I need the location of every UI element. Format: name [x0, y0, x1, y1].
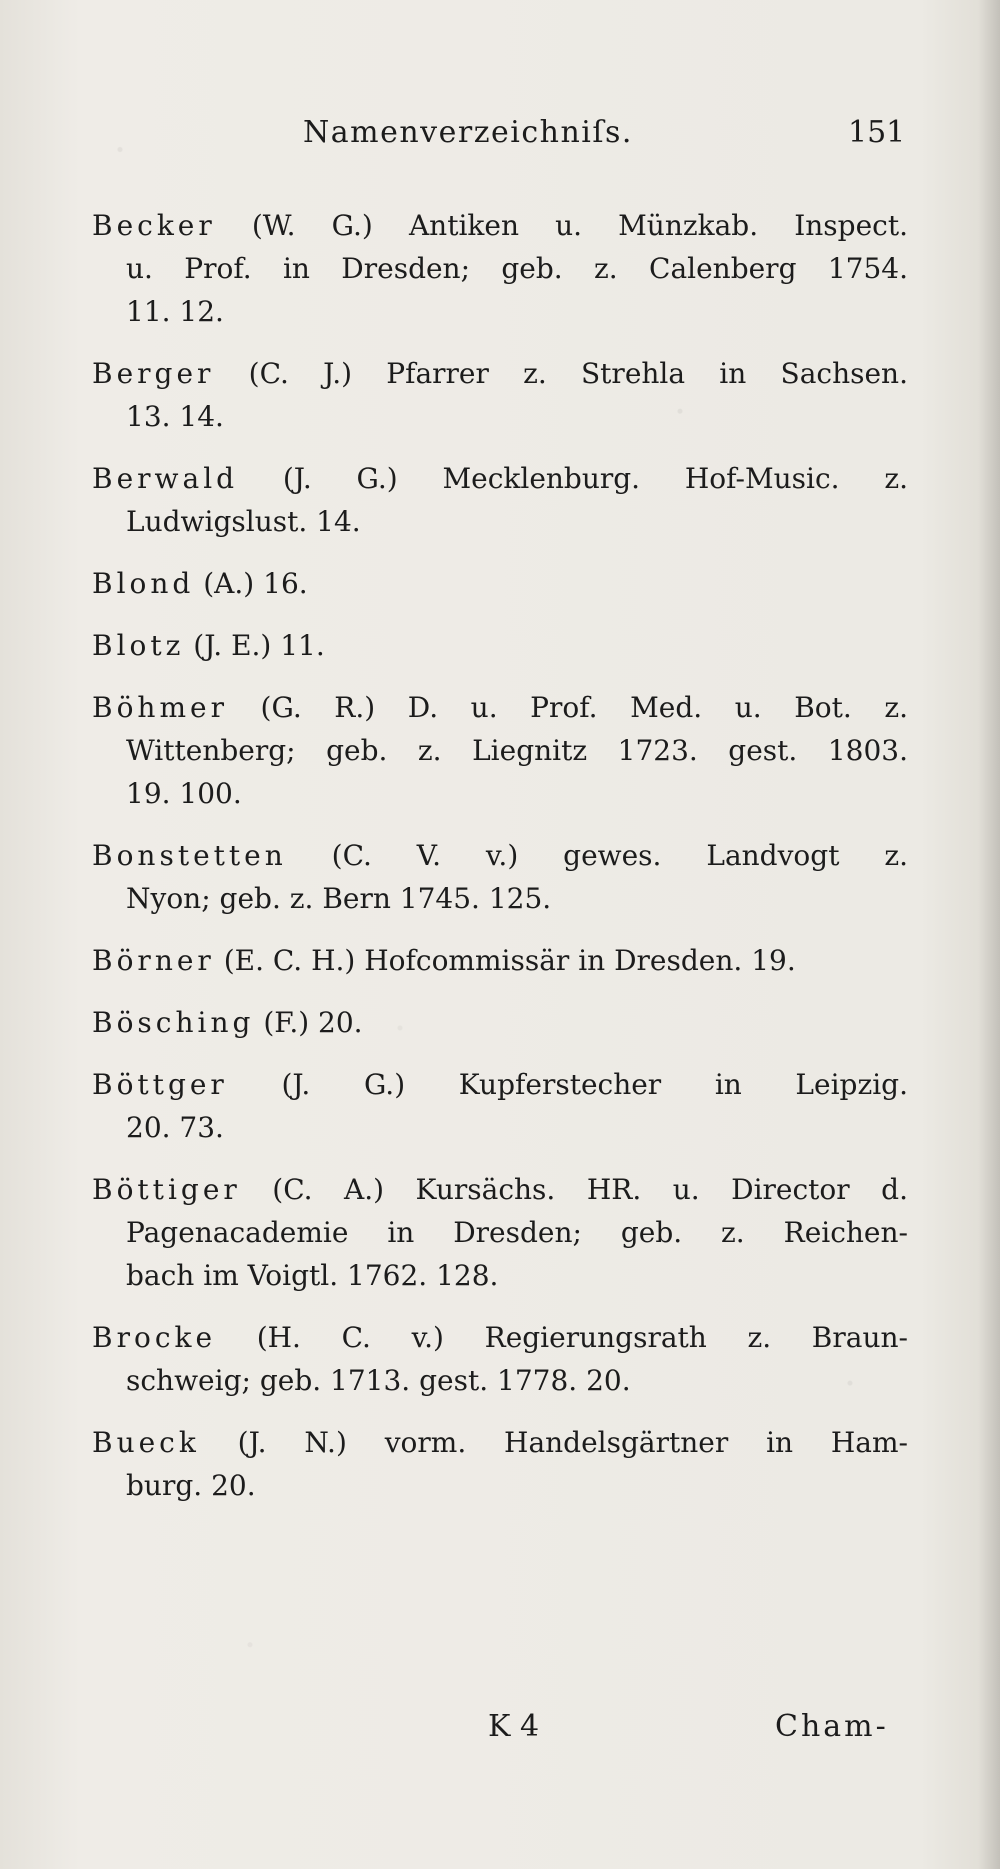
entry-surname: Brocke [92, 1321, 217, 1354]
entry-surname: Bonstetten [92, 839, 287, 872]
entry-text: (C. A.) Kursächs. HR. u. Director d. [240, 1173, 908, 1206]
entry-line: bach im Voigtl. 1762. 128. [126, 1259, 499, 1292]
entry-line: burg. 20. [126, 1469, 256, 1502]
index-entry-boesching [92, 1001, 908, 1044]
index-entry-boehmer [92, 686, 908, 815]
index-entry-bueck [92, 1421, 908, 1507]
entry-surname: Berger [92, 357, 215, 390]
entry-line: 20. 73. [126, 1111, 224, 1144]
entry-line [92, 1168, 908, 1211]
entry-line [92, 1316, 908, 1359]
entry-line [92, 457, 908, 500]
entry-line [92, 1421, 908, 1464]
signature-mark: K 4 [488, 1709, 540, 1744]
entry-line: schweig; geb. 1713. gest. 1778. 20. [126, 1364, 631, 1397]
entry-line [92, 1063, 908, 1106]
entry-surname: Börner [92, 944, 215, 977]
catchword: Cham- [775, 1709, 889, 1744]
index-entry-becker [92, 204, 908, 333]
index-entry-boerner [92, 939, 908, 982]
name-index [92, 204, 908, 1526]
entry-line [92, 624, 908, 667]
entry-line: 11. 12. [126, 295, 224, 328]
entry-line [92, 1001, 908, 1044]
entry-line: Ludwigslust. 14. [126, 505, 361, 538]
entry-text: (E. C. H.) Hofcommissär in Dresden. 19. [214, 944, 796, 977]
entry-line [92, 939, 908, 982]
entry-line: Nyon; geb. z. Bern 1745. 125. [126, 882, 552, 915]
index-entry-bonstetten [92, 834, 908, 920]
entry-text: (J. G.) Mecklenburg. Hof-Music. z. [238, 462, 908, 495]
entry-line [92, 834, 908, 877]
entry-text: (G. R.) D. u. Prof. Med. u. Bot. z. [227, 691, 908, 724]
entry-text: (J. G.) Kupferstecher in Leipzig. [227, 1068, 908, 1101]
entry-line [92, 686, 908, 729]
index-entry-brocke [92, 1316, 908, 1402]
entry-line: 19. 100. [126, 777, 242, 810]
entry-surname: Bösching [92, 1006, 255, 1039]
entry-text: (F.) 20. [254, 1006, 363, 1039]
entry-text: (C. J.) Pfarrer z. Strehla in Sachsen. [214, 357, 908, 390]
entry-surname: Berwald [92, 462, 239, 495]
entry-line: Pagenacademie in Dresden; geb. z. Reichen- [126, 1216, 908, 1249]
entry-line: u. Prof. in Dresden; geb. z. Calenberg 1754. [126, 252, 908, 285]
running-title: Namenverzeichniſs. [303, 115, 633, 150]
index-entry-boettiger [92, 1168, 908, 1297]
index-entry-berger [92, 352, 908, 438]
page-footer [0, 1709, 1000, 1749]
entry-text: (J. N.) vorm. Handelsgärtner in Ham- [199, 1426, 908, 1459]
entry-text: (H. C. v.) Regierungsrath z. Braun- [216, 1321, 908, 1354]
entry-surname: Böttger [92, 1068, 228, 1101]
index-entry-blond [92, 562, 908, 605]
entry-text: (W. G.) Antiken u. Münzkab. Inspect. [215, 209, 908, 242]
index-entry-blotz [92, 624, 908, 667]
entry-text: (A.) 16. [194, 567, 308, 600]
page-header [0, 115, 1000, 155]
entry-surname: Blotz [92, 629, 185, 662]
entry-surname: Blond [92, 567, 195, 600]
entry-line [92, 352, 908, 395]
entry-line [92, 204, 908, 247]
entry-surname: Böhmer [92, 691, 228, 724]
entry-text: (J. E.) 11. [184, 629, 325, 662]
index-entry-boettger [92, 1063, 908, 1149]
entry-surname: Becker [92, 209, 216, 242]
entry-surname: Böttiger [92, 1173, 241, 1206]
entry-line: Wittenberg; geb. z. Liegnitz 1723. gest. 1803. [126, 734, 908, 767]
index-entry-berwald [92, 457, 908, 543]
entry-surname: Bueck [92, 1426, 200, 1459]
page-number: 151 [848, 115, 906, 150]
entry-text: (C. V. v.) gewes. Landvogt z. [286, 839, 908, 872]
entry-line: 13. 14. [126, 400, 224, 433]
entry-line [92, 562, 908, 605]
